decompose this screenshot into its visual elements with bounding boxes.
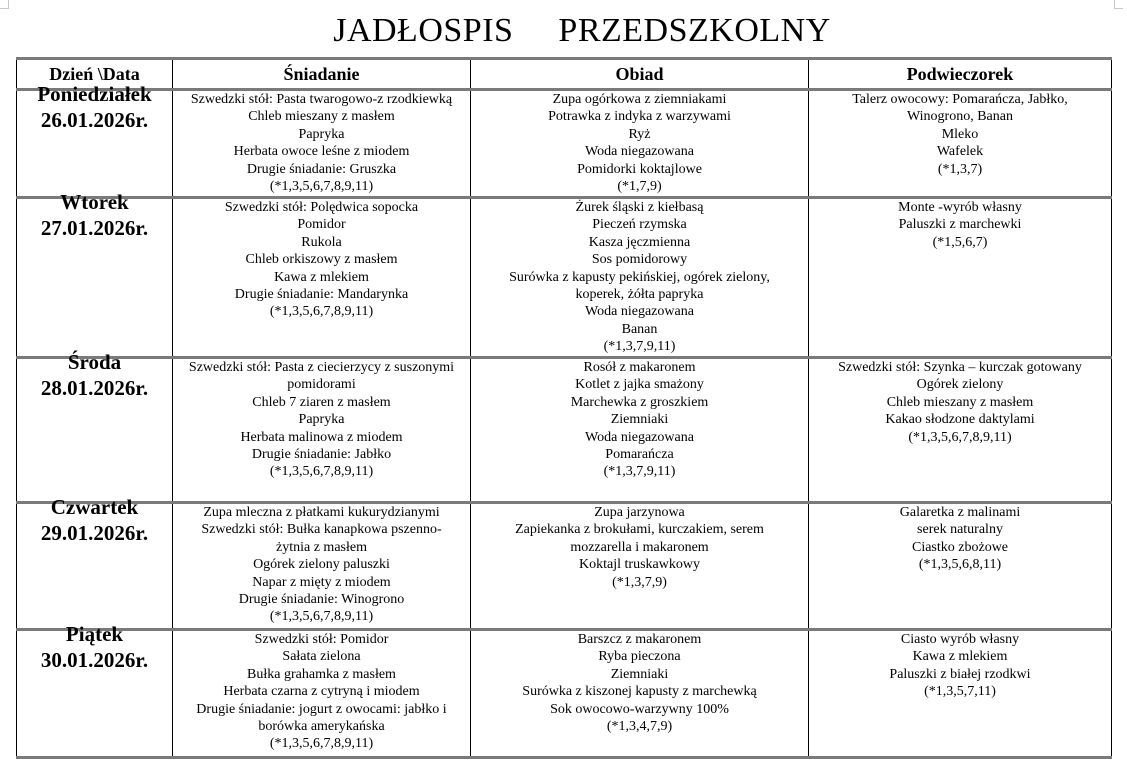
day-date: 27.01.2026r. <box>40 216 149 240</box>
day-cell <box>17 82 173 198</box>
menu-item: Szwedzki stół: Pasta z ciecierzycy z suszonymi <box>188 360 455 375</box>
menu-item: Rukola <box>301 234 342 250</box>
day-name: Poniedziałek <box>37 82 152 106</box>
menu-item: Pomidor <box>297 217 346 233</box>
menu-item: Drugie śniadanie: Mandarynka <box>234 287 409 303</box>
menu-item: Drugie śniadanie: Jabłko <box>251 447 392 463</box>
menu-item: Koktajl truskawkowy <box>579 557 700 573</box>
menu-item: (*1,5,6,7) <box>932 234 988 250</box>
menu-item: (*1,7,9) <box>617 179 662 195</box>
day-date: 30.01.2026r. <box>40 648 149 672</box>
menu-item: Zapiekanka z brokułami, kurczakiem, serem <box>515 522 764 538</box>
menu-item: Kawa z mlekiem <box>274 269 369 285</box>
menu-item: Kasza jęczmienna <box>588 234 691 250</box>
day-row <box>17 503 1112 630</box>
menu-item: (*1,3,5,6,8,11) <box>918 557 1002 573</box>
menu-item: Papryka <box>298 126 345 142</box>
meal-cell-sniadanie <box>173 90 471 198</box>
day-name: Piątek <box>65 622 124 646</box>
menu-item: Wafelek <box>936 144 984 160</box>
menu-item: Pieczeń rzymska <box>592 217 687 233</box>
menu-item: żytnia z masłem <box>276 539 367 555</box>
header-row <box>17 59 1112 90</box>
menu-item: Surówka z kiszonej kapusty z marchewką <box>522 684 757 700</box>
page-corner-mark <box>1114 0 1123 9</box>
meal-cell-sniadanie <box>173 358 471 503</box>
meal-cell-sniadanie <box>173 198 471 358</box>
menu-item: Ciastko zbożowe <box>911 539 1009 555</box>
menu-item: Ciasto wyrób własny <box>900 632 1020 647</box>
day-name: Czwartek <box>50 495 139 519</box>
menu-item: Herbata czarna z cytryną i miodem <box>223 684 420 700</box>
meal-cell-podwieczorek <box>809 90 1112 198</box>
menu-item: (*1,3,5,7,11) <box>924 684 996 700</box>
menu-item: Paluszki z białej rzodkwi <box>889 666 1031 682</box>
menu-item: Bułka grahamka z masłem <box>247 666 396 682</box>
menu-item: Winogrono, Banan <box>907 109 1013 125</box>
menu-item: Rosół z makaronem <box>583 360 696 375</box>
day-name: Środa <box>67 350 122 374</box>
menu-item: Sałata zielona <box>282 649 361 665</box>
menu-item: (*1,3,5,6,7,8,9,11) <box>269 736 374 752</box>
menu-item: Monte -wyrób własny <box>898 200 1022 215</box>
menu-item: serek naturalny <box>917 522 1003 538</box>
menu-item: Kawa z mlekiem <box>912 649 1008 665</box>
menu-item: Szwedzki stół: Bułka kanapkowa pszenno- <box>201 522 442 538</box>
menu-item: Ziemniaki <box>610 666 669 682</box>
day-row <box>17 90 1112 198</box>
menu-item: Ogórek zielony paluszki <box>253 557 390 573</box>
menu-item: Banan <box>621 321 658 337</box>
menu-item: Chleb mieszany z masłem <box>886 394 1034 410</box>
menu-item: Szwedzki stół: Pasta twarogowo-z rzodkiewką <box>190 92 453 107</box>
menu-item: Żurek śląski z kiełbasą <box>575 200 704 215</box>
menu-item: Zupa ogórkowa z ziemniakami <box>552 92 727 107</box>
meal-cell-podwieczorek <box>809 198 1112 358</box>
menu-item: (*1,3,7) <box>937 161 983 177</box>
menu-item: Szwedzki stół: Pomidor <box>254 632 389 647</box>
day-cell <box>17 350 173 503</box>
menu-item: (*1,3,5,6,7,8,9,11) <box>269 609 374 625</box>
header-breakfast: Śniadanie <box>173 59 471 90</box>
menu-item: Ogórek zielony <box>916 377 1004 393</box>
meal-cell-sniadanie <box>173 503 471 630</box>
day-row <box>17 358 1112 503</box>
menu-item: Woda niegazowana <box>585 304 694 320</box>
menu-item: Pomarańcza <box>605 447 674 463</box>
menu-item: Surówka z kapusty pekińskiej, ogórek zielony, <box>509 269 770 285</box>
menu-item: (*1,3,5,6,7,8,9,11) <box>269 179 374 195</box>
day-date: 29.01.2026r. <box>40 521 149 545</box>
day-cell <box>17 190 173 358</box>
meal-cell-obiad <box>471 358 809 503</box>
menu-item: Papryka <box>298 412 345 428</box>
day-cell <box>17 495 173 630</box>
menu-item: Szwedzki stół: Szynka – kurczak gotowany <box>838 360 1082 375</box>
meal-cell-sniadanie <box>173 630 471 758</box>
meal-cell-obiad <box>471 90 809 198</box>
menu-item: pomidorami <box>287 377 356 393</box>
menu-item: (*1,3,7,9,11) <box>603 464 676 480</box>
menu-item: Kakao słodzone daktylami <box>885 412 1035 428</box>
menu-item: Galaretka z malinami <box>899 505 1021 520</box>
menu-item: borówka amerykańska <box>258 719 385 735</box>
menu-item: (*1,3,5,6,7,8,9,11) <box>269 464 374 480</box>
menu-item: Herbata owoce leśne z miodem <box>233 144 410 160</box>
menu-item: Drugie śniadanie: jogurt z owocami: jabłko i <box>196 701 447 717</box>
menu-item: Drugie śniadanie: Gruszka <box>246 161 397 177</box>
menu-item: mozzarella i makaronem <box>570 539 709 555</box>
page-title: JADŁOSPIS PRZEDSZKOLNY <box>333 12 831 49</box>
menu-item: Kotlet z jajka smażony <box>575 377 704 393</box>
menu-item: Ryż <box>628 126 651 142</box>
menu-item: (*1,3,5,6,7,8,9,11) <box>908 429 1012 445</box>
menu-item: Szwedzki stół: Polędwica sopocka <box>224 200 419 215</box>
menu-item: Zupa mleczna z płatkami kukurydzianymi <box>203 505 440 520</box>
meal-cell-podwieczorek <box>809 503 1112 630</box>
menu-item: (*1,3,7,9) <box>612 574 667 590</box>
menu-item: Ryba pieczona <box>598 649 681 665</box>
meal-cell-obiad <box>471 630 809 758</box>
day-date: 26.01.2026r. <box>40 108 149 132</box>
menu-item: (*1,3,4,7,9) <box>606 719 673 735</box>
menu-item: Chleb 7 ziaren z masłem <box>252 394 391 410</box>
header-day: Dzień \Data <box>17 59 173 90</box>
menu-item: (*1,3,7,9,11) <box>603 339 676 355</box>
menu-item: Ziemniaki <box>610 412 669 428</box>
menu-item: Pomidorki koktajlowe <box>577 161 702 177</box>
day-date: 28.01.2026r. <box>40 376 149 400</box>
header-snack: Podwieczorek <box>809 59 1112 90</box>
meal-cell-obiad <box>471 198 809 358</box>
menu-item: Drugie śniadanie: Winogrono <box>238 592 405 608</box>
menu-item: koperek, żółta papryka <box>575 287 704 303</box>
menu-item: (*1,3,5,6,7,8,9,11) <box>269 304 374 320</box>
day-row <box>17 630 1112 758</box>
menu-item: Herbata malinowa z miodem <box>240 429 403 445</box>
menu-item: Potrawka z indyka z warzywami <box>548 109 731 125</box>
menu-item: Zupa jarzynowa <box>594 505 685 520</box>
meal-cell-podwieczorek <box>809 358 1112 503</box>
day-row <box>17 198 1112 358</box>
menu-item: Napar z mięty z miodem <box>252 574 391 590</box>
page-corner-mark <box>0 0 9 9</box>
menu-item: Mleko <box>941 126 979 142</box>
menu-item: Chleb orkiszowy z masłem <box>245 252 398 268</box>
day-cell <box>17 622 173 758</box>
meal-cell-podwieczorek <box>809 630 1112 758</box>
menu-item: Talerz owocowy: Pomarańcza, Jabłko, <box>852 92 1068 107</box>
header-lunch: Obiad <box>471 59 809 90</box>
menu-item: Woda niegazowana <box>585 429 694 445</box>
menu-item: Woda niegazowana <box>585 144 694 160</box>
menu-item: Barszcz z makaronem <box>577 632 702 647</box>
menu-item: Sos pomidorowy <box>591 252 688 268</box>
meal-cell-obiad <box>471 503 809 630</box>
menu-item: Chleb mieszany z masłem <box>248 109 395 125</box>
day-name: Wtorek <box>60 190 129 214</box>
menu-table <box>16 57 1112 759</box>
menu-item: Marchewka z groszkiem <box>570 394 709 410</box>
menu-item: Sok owocowo-warzywny 100% <box>550 701 729 717</box>
menu-item: Paluszki z marchewki <box>898 217 1022 233</box>
